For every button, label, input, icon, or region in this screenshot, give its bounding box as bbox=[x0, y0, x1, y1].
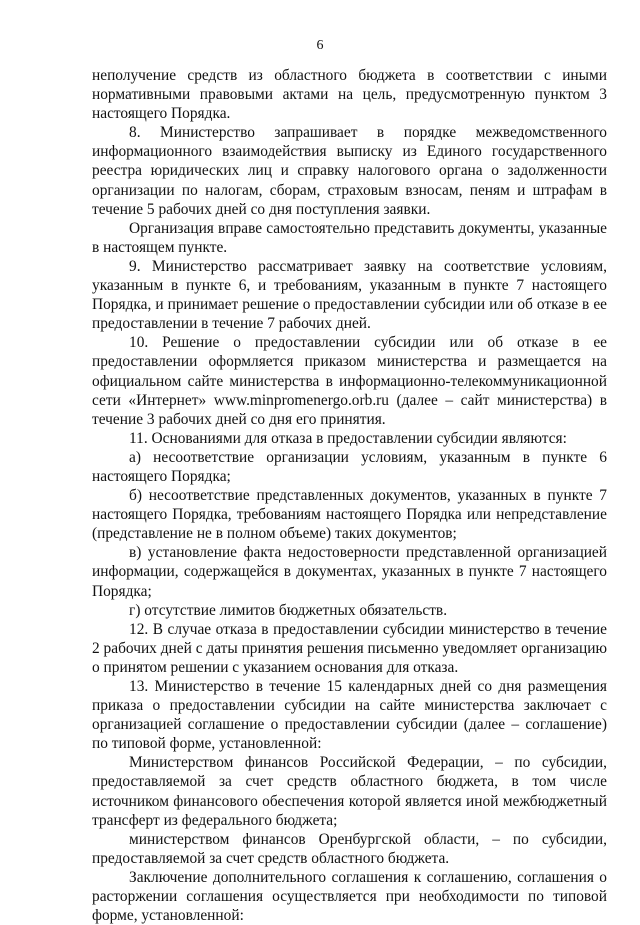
paragraph-clause-13-minfin-orenburg: министерством финансов Оренбургской области, – по субсидии, предоставляемой за счет средств областного бюджета. bbox=[92, 830, 607, 867]
paragraph-clause-8: 8. Министерство запрашивает в порядке межведомственного информационного взаимодействия выписку из Единого государственного реестра юридических лиц и справку налогового органа о задолженности организации по налогам, сборам, страховым взносам, пеням и штрафам в течение 5 рабочих дней со дня поступления заявки. bbox=[92, 124, 607, 218]
paragraph-clause-13-minfin-rf: Министерством финансов Российской Федерации, – по субсидии, предоставляемой за счет средств областного бюджета, в том числе источником финансового обеспечения которой является иной межбюджетный трансферт из федерального бюджета; bbox=[92, 754, 607, 829]
paragraph-clause-11-a: а) несоответствие организации условиям, указанным в пункте 6 настоящего Порядка; bbox=[92, 448, 607, 485]
paragraph-clause-11-b: б) несоответствие представленных документов, указанных в пункте 7 настоящего Порядка, требованиям настоящего Порядка или непредставление (представление не в полном объеме) таких документов; bbox=[92, 487, 607, 543]
paragraph-clause-10: 10. Решение о предоставлении субсидии или об отказе в ее предоставлении оформляется приказом министерства и размещается на официальном сайте министерства в информационно-телекоммуникационной сети «Интернет» www.minpromenergo.orb.ru (далее – сайт министерства) в течение 3 рабочих дней со дня его принятия. bbox=[92, 334, 607, 428]
paragraph-clause-9: 9. Министерство рассматривает заявку на соответствие условиям, указанным в пункте 6, и требованиям, указанным в пункте 7 настоящего Порядка, и принимает решение о предоставлении субсидии или об отказе в ее предоставлении в течение 7 рабочих дней. bbox=[92, 257, 607, 333]
page-number: 6 bbox=[316, 38, 324, 53]
document-body bbox=[92, 66, 607, 925]
paragraph-clause-11-g: г) отсутствие лимитов бюджетных обязательств. bbox=[129, 601, 448, 619]
paragraph-clause-8-note: Организация вправе самостоятельно представить документы, указанные в настоящем пункте. bbox=[92, 219, 607, 256]
paragraph-clause-12: 12. В случае отказа в предоставлении субсидии министерство в течение 2 рабочих дней с даты принятия решения письменно уведомляет организацию о принятом решении с указанием основания для отказа. bbox=[92, 620, 607, 676]
paragraph-clause-13: 13. Министерство в течение 15 календарных дней со дня размещения приказа о предоставлении субсидии на сайте министерства заключает с организацией соглашение о предоставлении субсидии (далее – соглашение) по типовой форме, установленной: bbox=[92, 678, 607, 753]
paragraph-additional-agreement: Заключение дополнительного соглашения к соглашению, соглашения о расторжении соглашения осуществляется при необходимости по типовой форме, установленной: bbox=[92, 868, 607, 925]
paragraph-continuation: неполучение средств из областного бюджета в соответствии с иными нормативными правовыми актами на цель, предусмотренную пунктом 3 настоящего Порядка. bbox=[92, 67, 607, 123]
paragraph-clause-11-v: в) установление факта недостоверности представленной организацией информации, содержащейся в документах, указанных в пункте 7 настоящего Порядка; bbox=[92, 544, 607, 600]
paragraph-clause-11: 11. Основаниями для отказа в предоставлении субсидии являются: bbox=[129, 429, 567, 447]
